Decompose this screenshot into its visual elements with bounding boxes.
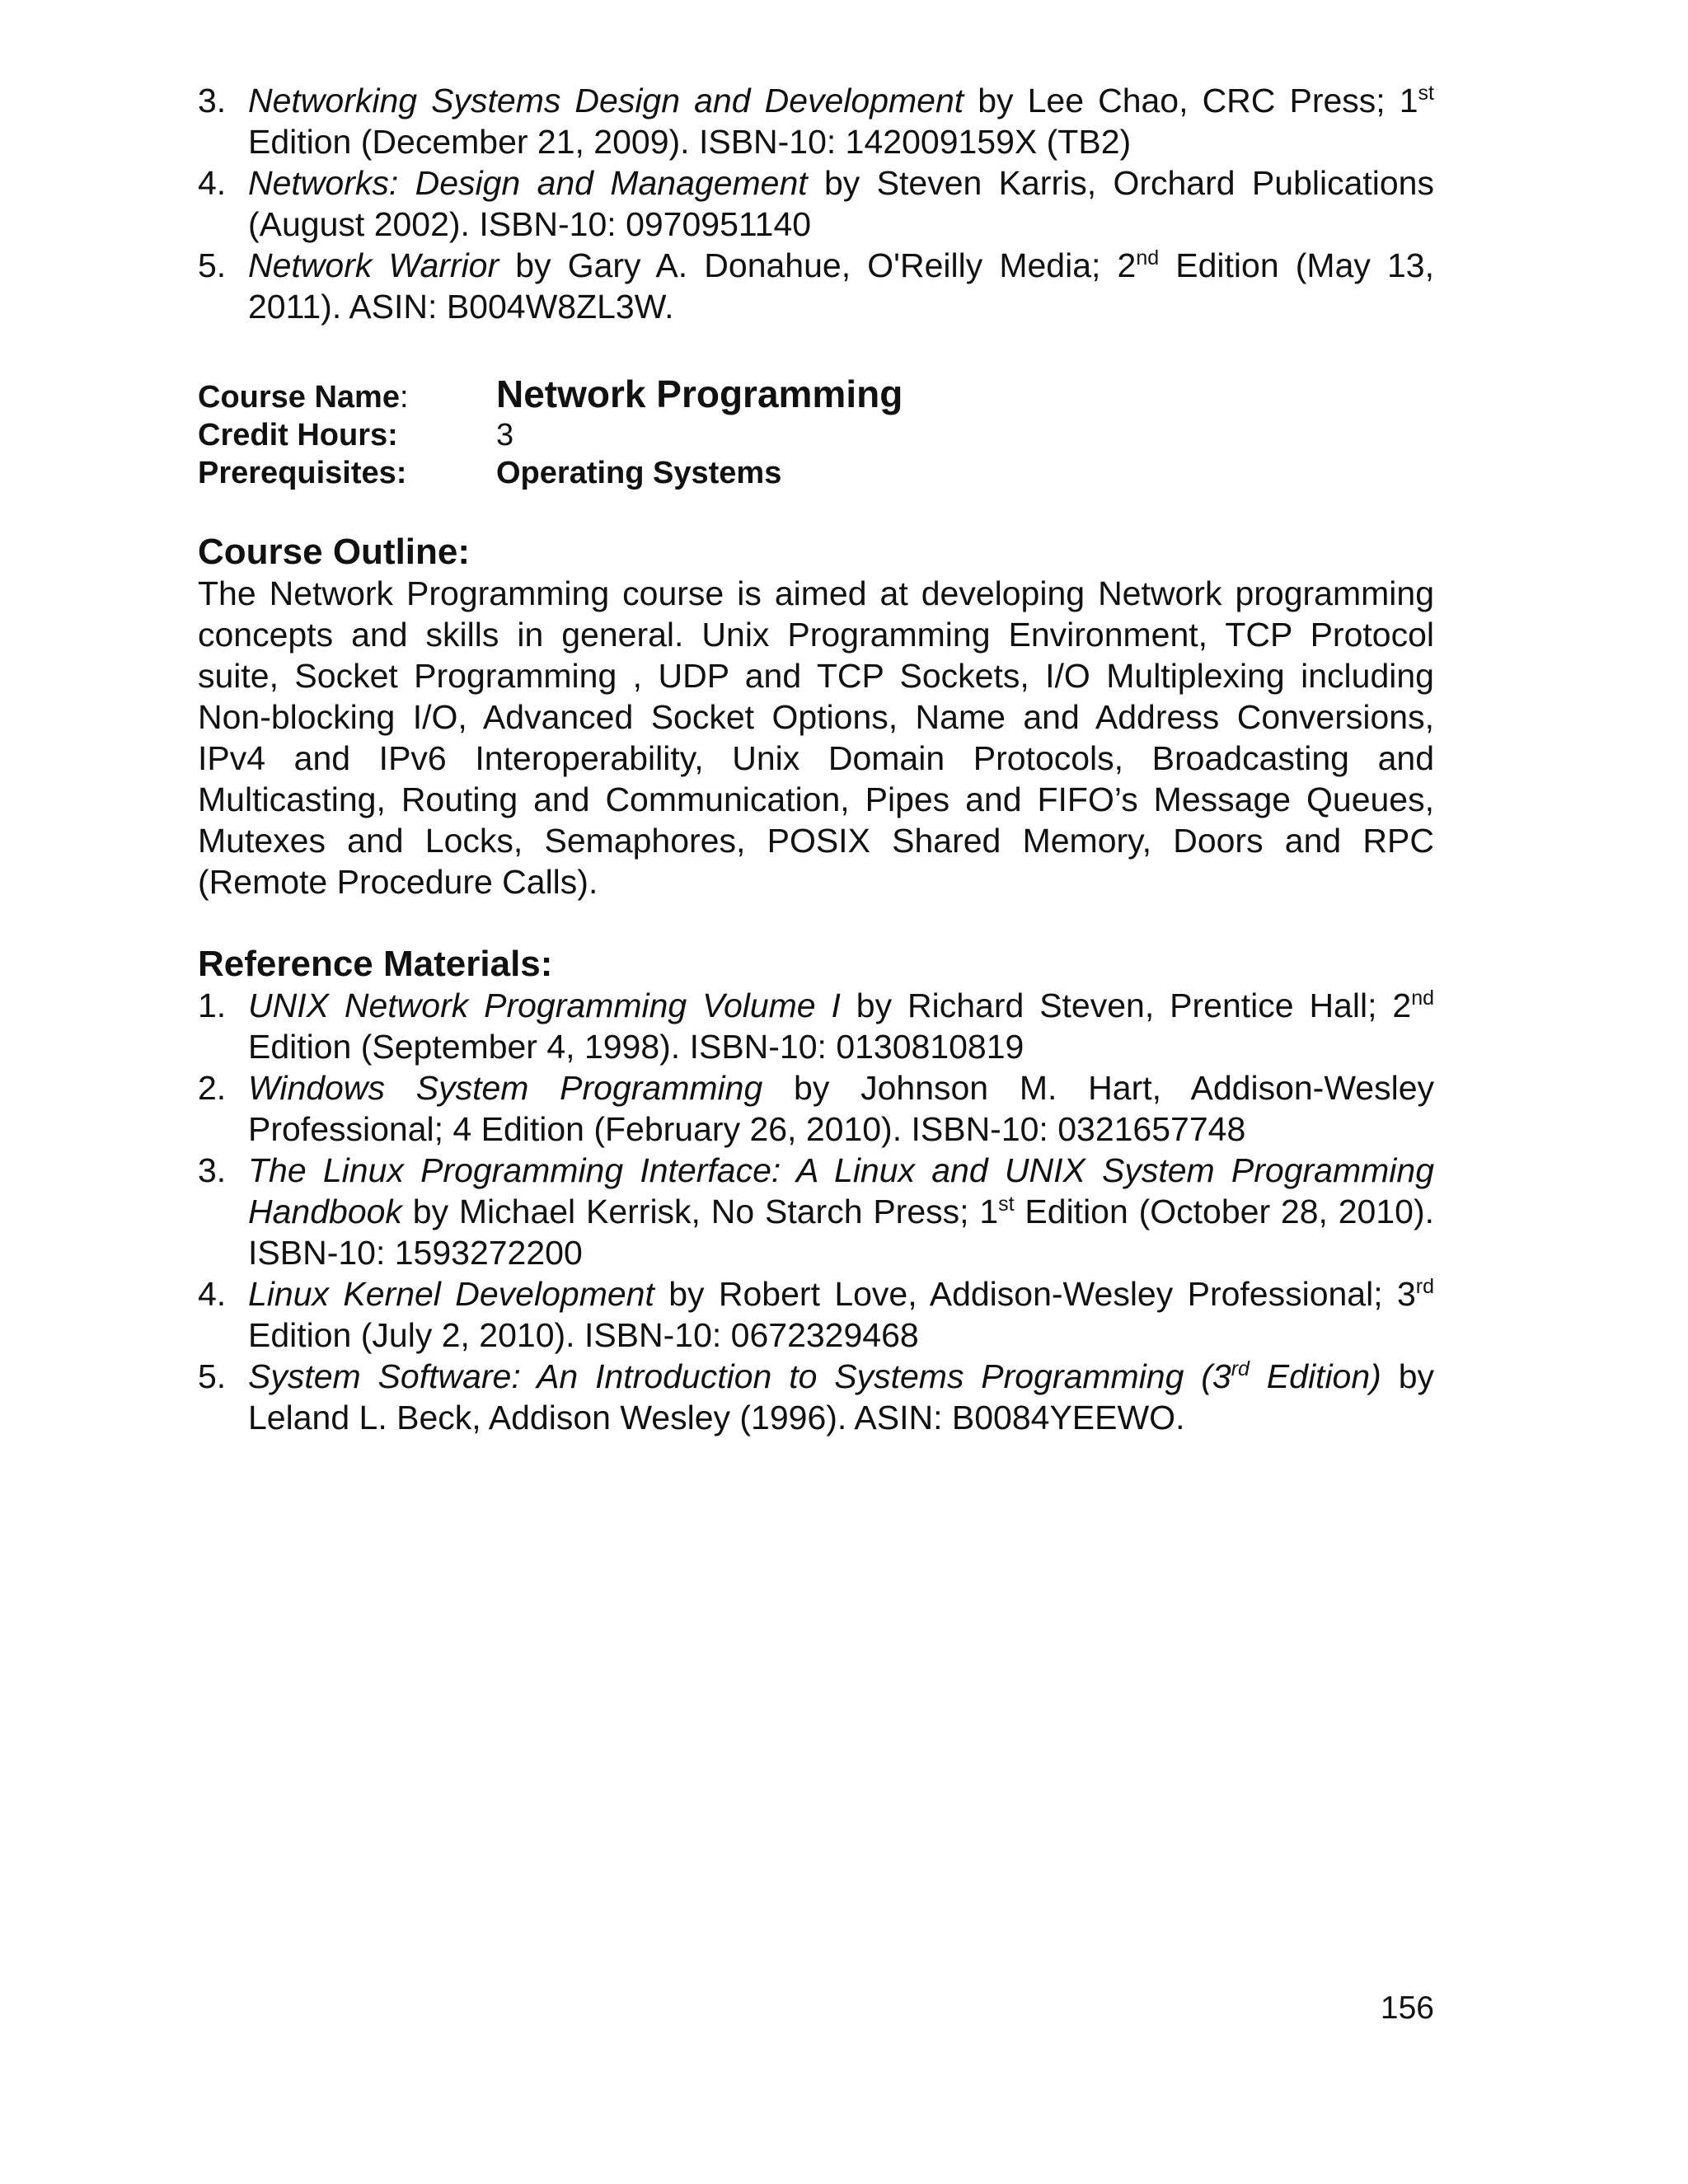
ordinal-suffix: st (1418, 82, 1434, 105)
prerequisites-label: Prerequisites: (198, 456, 407, 490)
list-number: 2. (198, 1069, 227, 1107)
ordinal-suffix: rd (1231, 1357, 1250, 1380)
list-number: 4. (198, 1275, 227, 1313)
list-number: 3. (198, 82, 227, 120)
book-details: by Lee Chao, CRC Press; 1 (964, 82, 1418, 120)
book-details: by Johnson M. Hart, Addison-Wesley Professional; 4 Edition (February 26, 2010). ISBN-10: 0321657748 (248, 1069, 1434, 1148)
book-title (248, 1357, 1381, 1395)
book-details: by Steven Karris, Orchard Publications (August 2002). ISBN-10: 0970951140 (248, 164, 1434, 243)
course-info-block (198, 373, 1434, 492)
list-item (198, 245, 1434, 327)
book-title: Windows System Programming (248, 1069, 763, 1107)
course-outline-paragraph: The Network Programming course is aimed at developing Network programming concepts and skills in general. Unix Programming Environment, TCP Protocol suite, Socket Programming , UDP and TCP Sockets, I/O Multiplexing including Non-blocking I/O, Advanced Socket Options, Name and Address Conversions, IPv4 and IPv6 Interoperability, Unix Domain Protocols, Broadcasting and Multicasting, Routing and Communication, Pipes and FIFO’s Message Queues, Mutexes and Locks, Semaphores, POSIX Shared Memory, Doors and RPC (Remote Procedure Calls). (198, 574, 1434, 901)
reference-materials-list (198, 985, 1434, 1438)
book-details: by Gary A. Donahue, O'Reilly Media; 2 (499, 246, 1137, 284)
course-outline-heading: Course Outline: (198, 532, 471, 572)
list-item (198, 1150, 1434, 1273)
ordinal-suffix: st (998, 1193, 1015, 1216)
book-title: UNIX Network Programming Volume I (248, 987, 841, 1024)
list-item (198, 1356, 1434, 1438)
course-name-label (198, 378, 409, 416)
credit-hours-label: Credit Hours: (198, 418, 398, 452)
book-details: Edition (October 28, 2010). ISBN-10: 1593272200 (248, 1193, 1434, 1272)
list-number: 3. (198, 1151, 227, 1189)
list-number: 5. (198, 246, 227, 284)
book-details: Edition (July 2, 2010). ISBN-10: 0672329468 (248, 1316, 919, 1354)
book-title: Networking Systems Design and Development (248, 82, 964, 120)
ordinal-suffix: nd (1136, 246, 1160, 269)
book-details: by Robert Love, Addison-Wesley Professional; 3 (654, 1275, 1416, 1313)
credit-hours-value: 3 (496, 418, 514, 452)
course-name-label-text: Course Name (198, 380, 400, 415)
list-item (198, 985, 1434, 1067)
book-details: by Michael Kerrisk, No Starch Press; 1 (401, 1193, 999, 1230)
course-name-value: Network Programming (496, 373, 903, 415)
list-item (198, 80, 1434, 162)
book-title: The Linux Programming Interface: A Linux and UNIX System Programming Handbook (248, 1151, 1434, 1230)
list-item (198, 1273, 1434, 1356)
prerequisites-value: Operating Systems (496, 456, 782, 490)
ordinal-suffix: nd (1411, 987, 1434, 1010)
book-details: by Richard Steven, Prentice Hall; 2 (840, 987, 1412, 1024)
book-title: Linux Kernel Development (248, 1275, 654, 1313)
prerequisites-row (198, 454, 1434, 492)
course-name-row (198, 373, 1434, 416)
book-details: Edition (May 13, 2011). ASIN: B004W8ZL3W. (248, 246, 1435, 326)
book-title: Networks: Design and Management (248, 164, 808, 202)
list-number: 4. (198, 164, 227, 202)
list-number: 1. (198, 987, 227, 1024)
list-item (198, 162, 1434, 245)
page-number: 156 (1380, 1990, 1434, 2026)
list-item (198, 1067, 1434, 1150)
document-page (198, 80, 1434, 1438)
book-details: Edition (September 4, 1998). ISBN-10: 0130810819 (248, 1028, 1025, 1066)
ordinal-suffix: rd (1415, 1275, 1435, 1298)
book-details: Edition (December 21, 2009). ISBN-10: 142009159X (TB2) (248, 123, 1132, 161)
book-details: by Leland L. Beck, Addison Wesley (1996). ASIN: B0084YEEWO. (248, 1357, 1434, 1436)
book-title-text: Edition) (1249, 1357, 1381, 1395)
previous-reference-list (198, 80, 1434, 327)
course-name-colon: : (399, 380, 409, 415)
book-title: Network Warrior (248, 246, 499, 284)
list-number: 5. (198, 1357, 227, 1395)
book-title-text: System Software: An Introduction to Systems Programming (3 (248, 1357, 1231, 1395)
credit-hours-row (198, 416, 1434, 454)
reference-materials-heading: Reference Materials: (198, 944, 553, 984)
